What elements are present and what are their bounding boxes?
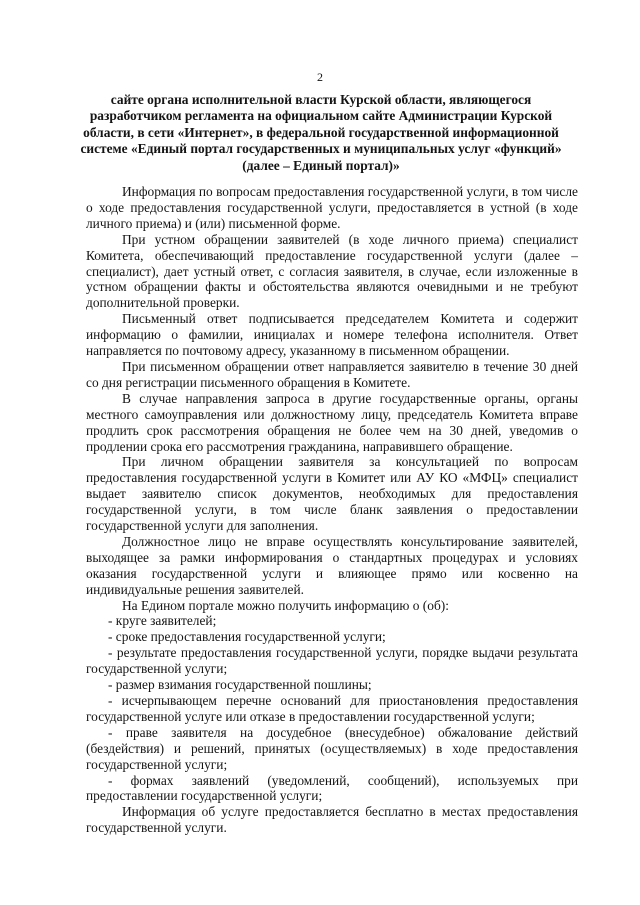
section-heading: сайте органа исполнительной власти Курской области, являющегося разработчиком регламента на официальном сайте Администрации Курской области, в сети «Интернет», в федеральной государственной информационной системе «Единый портал государственных и муниципальных услуг «функций» (далее – Единый портал)» (80, 92, 562, 173)
list-item: - праве заявителя на досудебное (внесудебное) обжалование действий (бездействия) и решений, принятых (осуществляемых) в ходе предоставления государственной услуги; (86, 724, 578, 772)
page-number: 2 (317, 70, 323, 84)
list-item: - сроке предоставления государственной услуги; (108, 629, 386, 645)
paragraph-official-limits: Должностное лицо не вправе осуществлять консультирование заявителей, выходящее за рамки информирования о стандартных процедурах и условиях оказания государственной услуги и влияющее прямо или косвенно на индивидуальные решения заявителей. (86, 533, 578, 597)
paragraph-extension: В случае направления запроса в другие государственные органы, органы местного самоуправления или должностному лицу, председатель Комитета вправе продлить срок рассмотрения обращения не более чем на 30 дней, уведомив о продлении срока его рассмотрения гражданина, направившего обращение. (86, 390, 578, 454)
paragraph-oral-request: При устном обращении заявителей (в ходе личного приема) специалист Комитета, обеспечивающий предоставление государственной услуги (далее – специалист), дает устный ответ, с согласия заявителя, в случае, если изложенные в устном обращении факты и обстоятельства являются очевидными и не требуют дополнительной проверки. (86, 231, 578, 311)
list-item: - круге заявителей; (108, 613, 217, 629)
paragraph-info-forms: Информация по вопросам предоставления государственной услуги, в том числе о ходе предоставления государственной услуги, предоставляется в устной (в ходе личного приема) и (или) письменной форме. (86, 184, 578, 231)
list-item: - исчерпывающем перечне оснований для приостановления предоставления государственной услуге или отказе в предоставлении государственной услуги; (86, 693, 578, 724)
document-body (86, 184, 578, 836)
paragraph-portal-intro: На Едином портале можно получить информацию о (об): (122, 597, 449, 613)
list-item: - формах заявлений (уведомлений, сообщений), используемых при предоставлении государственной услуги; (86, 772, 578, 804)
paragraph-free-info: Информация об услуге предоставляется бесплатно в местах предоставления государственной услуги. (86, 804, 578, 836)
paragraph-written-deadline: При письменном обращении ответ направляется заявителю в течение 30 дней со дня регистрации письменного обращения в Комитете. (86, 358, 578, 390)
paragraph-personal-consultation: При личном обращении заявителя за консультацией по вопросам предоставления государственной услуги в Комитет или АУ КО «МФЦ» специалист выдает заявителю список документов, необходимых для предоставления государственной услуги, в том числе бланк заявления о предоставлении государственной услуги для заполнения. (86, 454, 578, 534)
list-item: - размер взимания государственной пошлины; (108, 677, 372, 693)
paragraph-written-answer: Письменный ответ подписывается председателем Комитета и содержит информацию о фамилии, инициалах и номере телефона исполнителя. Ответ направляется по почтовому адресу, указанному в письменном обращении. (86, 311, 578, 359)
list-item: - результате предоставления государственной услуги, порядке выдачи результата государственной услуги; (86, 645, 578, 677)
